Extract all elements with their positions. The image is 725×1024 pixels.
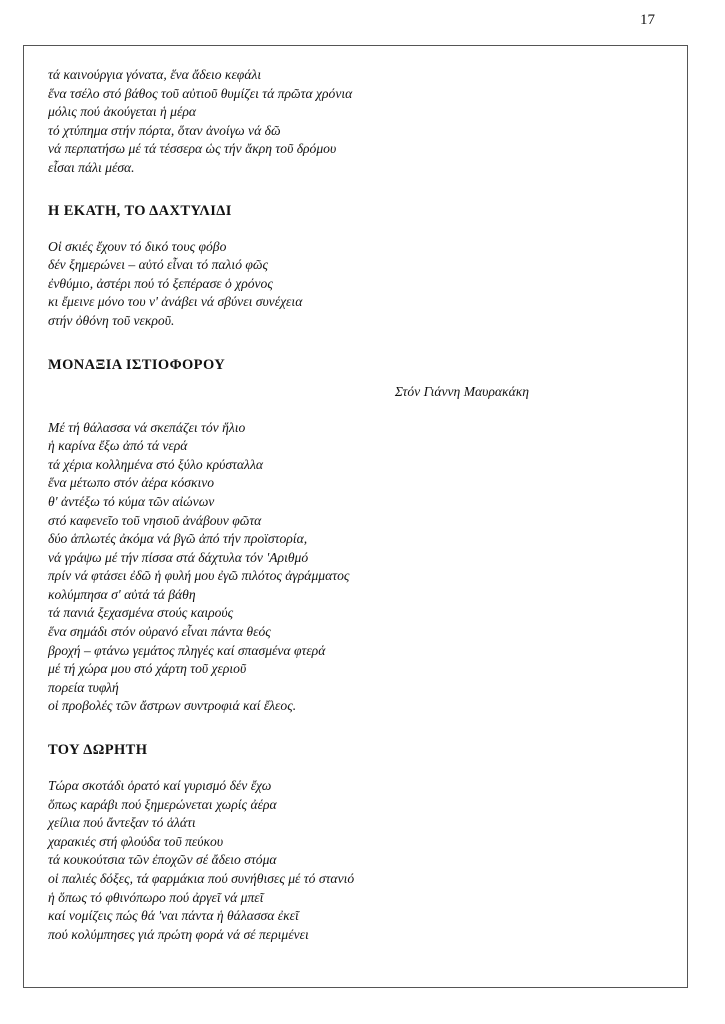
page-number: 17	[640, 12, 655, 28]
poem-line: Οἱ σκιές ἔχουν τό δικό τους φόβο	[48, 238, 227, 254]
poem-line: καί νομίζεις πώς θά 'ναι πάντα ἡ θάλασσα ἐκεῖ	[48, 908, 299, 924]
poem-line: μέ τή χώρα μου στό χάρτη τοῦ χεριοῦ	[48, 661, 247, 677]
poem-line: Μέ τή θάλασσα νά σκεπάζει τόν ἥλιο	[48, 419, 246, 435]
poem-line: ἡ καρίνα ἔξω ἀπό τά νερά	[48, 438, 188, 454]
poem-line: ἕνα μέτωπο στόν ἀέρα κόσκινο	[48, 475, 215, 491]
poem-line: στό καφενεῖο τοῦ νησιοῦ ἀνάβουν φῶτα	[48, 512, 262, 528]
poem-content	[48, 66, 648, 944]
poem-line: ἡ ὅπως τό φθινόπωρο πού ἀργεῖ νά μπεῖ	[48, 889, 264, 905]
poem-fragment	[48, 66, 648, 178]
poem-title: ΤΟΥ ΔΩΡΗΤΗ	[48, 742, 148, 759]
poem-line: τά χέρια κολλημένα στό ξύλο κρύσταλλα	[48, 456, 263, 472]
poem-line: πού κολύμπησες γιά πρώτη φορά νά σέ περιμένει	[48, 926, 309, 942]
poem-line: ἕνα τσέλο στό βάθος τοῦ αὐτιοῦ θυμίζει τά πρῶτα χρόνια	[48, 85, 353, 101]
poem-title: Η ΕΚΑΤΗ, ΤΟ ΔΑΧΤΥΛΙΔΙ	[48, 202, 232, 219]
poem-line: Τώρα σκοτάδι ὁρατό καί γυρισμό δέν ἔχω	[48, 778, 272, 794]
poem-line: στήν ὀθόνη τοῦ νεκροῦ.	[48, 312, 175, 328]
poem-line: μόλις πού ἀκούγεται ἡ μέρα	[48, 104, 197, 120]
poem-line: νά γράψω μέ τήν πίσσα στά δάχτυλα τόν 'Αριθμό	[48, 549, 309, 565]
poem-line: δύο ἁπλωτές ἀκόμα νά βγῶ ἀπό τήν προϊστορία,	[48, 531, 308, 547]
poem-line: κι ἔμεινε μόνο του ν' ἀνάβει νά σβύνει συνέχεια	[48, 294, 303, 310]
poem-line: χαρακιές στή φλούδα τοῦ πεύκου	[48, 833, 224, 849]
poem-stanza	[48, 419, 648, 717]
poem-line: ὅπως καράβι πού ξημερώνεται χωρίς ἀέρα	[48, 796, 277, 812]
poem-line: χείλια πού ἄντεξαν τό ἁλάτι	[48, 815, 196, 831]
poem-title: ΜΟΝΑΞΙΑ ΙΣΤΙΟΦΟΡΟΥ	[48, 356, 226, 373]
poem-line: τά καινούργια γόνατα, ἕνα ἄδειο κεφάλι	[48, 67, 262, 82]
poem-stanza	[48, 238, 648, 331]
poem-line: οἱ παλιές δόξες, τά φαρμάκια πού συνήθισες μέ τό στανιό	[48, 871, 355, 886]
poem-stanza	[48, 777, 648, 944]
poem-line: τά πανιά ξεχασμένα στούς καιρούς	[48, 605, 234, 621]
poem-line: δέν ξημερώνει – αὐτό εἶναι τό παλιό φῶς	[48, 257, 269, 273]
poem-dedication: Στόν Γιάννη Μαυρακάκη	[394, 383, 529, 399]
poem-line: βροχή – φτάνω γεμάτος πληγές καί σπασμένα φτερά	[48, 642, 326, 658]
poem-line: ἐνθύμιο, ἀστέρι πού τό ξεπέρασε ὁ χρόνος	[48, 275, 273, 291]
poem-line: τό χτύπημα στήν πόρτα, ὅταν ἀνοίγω νά δῶ	[48, 122, 281, 138]
poem-line: ἕνα σημάδι στόν οὐρανό εἶναι πάντα θεός	[48, 624, 271, 640]
poem-line: πορεία τυφλή	[48, 679, 119, 695]
poem-line: κολύμπησα σ' αὐτά τά βάθη	[48, 586, 196, 602]
poem-line: πρίν νά φτάσει ἐδῶ ἡ φυλή μου ἐγῶ πιλότος ἀγράμματος	[48, 568, 350, 584]
poem-line: οἱ προβολές τῶν ἄστρων συντροφιά καί ἔλεος.	[48, 698, 297, 714]
poem-line: εἶσαι πάλι μέσα.	[48, 159, 135, 175]
poem-line: νά περπατήσω μέ τά τέσσερα ὡς τήν ἄκρη τοῦ δρόμου	[48, 141, 337, 157]
poem-line: τά κουκούτσια τῶν ἐποχῶν σέ ἄδειο στόμα	[48, 852, 277, 868]
poem-line: θ' ἀντέξω τό κύμα τῶν αἰώνων	[48, 493, 215, 509]
